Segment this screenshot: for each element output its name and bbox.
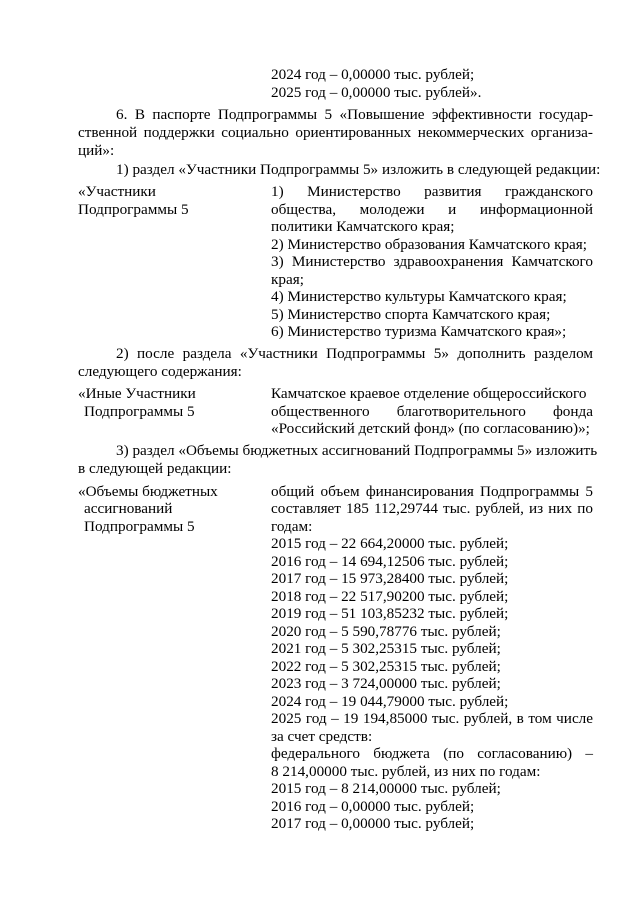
sub1-label: «Участники [78, 183, 156, 200]
sub3-label: ассигнований [84, 500, 173, 517]
sub3-value: составляет 185 112,29744 тыс. рублей, из них по [271, 500, 593, 517]
sub2-value: общественного благотворительного фонда [271, 403, 593, 420]
sub3-label: «Объемы бюджетных [78, 483, 218, 500]
sub3-label: Подпрограммы 5 [84, 518, 195, 535]
sub3-value: 2016 год – 14 694,12506 тыс. рублей; [271, 553, 509, 570]
paragraph-line: ций»: [78, 142, 115, 159]
sub3-value: годам: [271, 518, 313, 535]
sub2-intro: следующего содержания: [78, 363, 242, 380]
sub1-value: 2) Министерство образования Камчатского края; [271, 236, 587, 253]
sub3-value: федерального бюджета (по согласованию) – [271, 745, 593, 762]
sub3-value: 2020 год – 5 590,78776 тыс. рублей; [271, 623, 501, 640]
sub2-value: Камчатское краевое отделение общероссийского [271, 385, 587, 402]
sub1-value: 5) Министерство спорта Камчатского края; [271, 306, 551, 323]
paragraph-line: ственной поддержки социально ориентированных некоммерческих организа- [78, 124, 593, 141]
sub1-value: 6) Министерство туризма Камчатского края»; [271, 323, 567, 340]
sub3-value: 2023 год – 3 724,00000 тыс. рублей; [271, 675, 501, 692]
sub2-label: Подпрограммы 5 [84, 403, 195, 420]
sub1-intro: 1) раздел «Участники Подпрограммы 5» изложить в следующей редакции: [116, 161, 601, 178]
sub3-value: 2022 год – 5 302,25315 тыс. рублей; [271, 658, 501, 675]
text-line: 2024 год – 0,00000 тыс. рублей; [271, 66, 475, 83]
sub1-value: общества, молодежи и информационной [271, 201, 593, 218]
sub1-value: 4) Министерство культуры Камчатского края; [271, 288, 567, 305]
sub3-value: 2018 год – 22 517,90200 тыс. рублей; [271, 588, 509, 605]
paragraph-line: 6. В паспорте Подпрограммы 5 «Повышение эффективности государ- [116, 106, 593, 123]
sub1-value: политики Камчатского края; [271, 218, 455, 235]
sub3-value: 2021 год – 5 302,25315 тыс. рублей; [271, 640, 501, 657]
sub3-value: за счет средств: [271, 728, 373, 745]
sub3-value: 2017 год – 15 973,28400 тыс. рублей; [271, 570, 509, 587]
sub2-value: «Российский детский фонд» (по согласованию)»; [271, 420, 590, 437]
sub3-value: 2016 год – 0,00000 тыс. рублей; [271, 798, 475, 815]
sub1-value: 1) Министерство развития гражданского [271, 183, 593, 200]
sub3-value: 2025 год – 19 194,85000 тыс. рублей, в том числе [271, 710, 593, 727]
sub2-intro: 2) после раздела «Участники Подпрограммы 5» дополнить разделом [116, 345, 593, 362]
sub3-value: 2024 год – 19 044,79000 тыс. рублей; [271, 693, 509, 710]
text-line: 2025 год – 0,00000 тыс. рублей». [271, 84, 482, 101]
sub3-value: 2015 год – 22 664,20000 тыс. рублей; [271, 535, 509, 552]
sub2-label: «Иные Участники [78, 385, 196, 402]
sub3-intro: в следующей редакции: [78, 460, 232, 477]
sub3-value: 2017 год – 0,00000 тыс. рублей; [271, 815, 475, 832]
sub3-value: общий объем финансирования Подпрограммы 5 [271, 483, 593, 500]
sub1-label: Подпрограммы 5 [78, 201, 189, 218]
sub1-value: 3) Министерство здравоохранения Камчатского [271, 253, 593, 270]
sub3-value: 2019 год – 51 103,85232 тыс. рублей; [271, 605, 509, 622]
sub3-value: 8 214,00000 тыс. рублей, из них по годам: [271, 763, 541, 780]
sub1-value: края; [271, 271, 304, 288]
sub3-value: 2015 год – 8 214,00000 тыс. рублей; [271, 780, 501, 797]
sub3-intro: 3) раздел «Объемы бюджетных ассигнований Подпрограммы 5» изложить [116, 442, 598, 459]
